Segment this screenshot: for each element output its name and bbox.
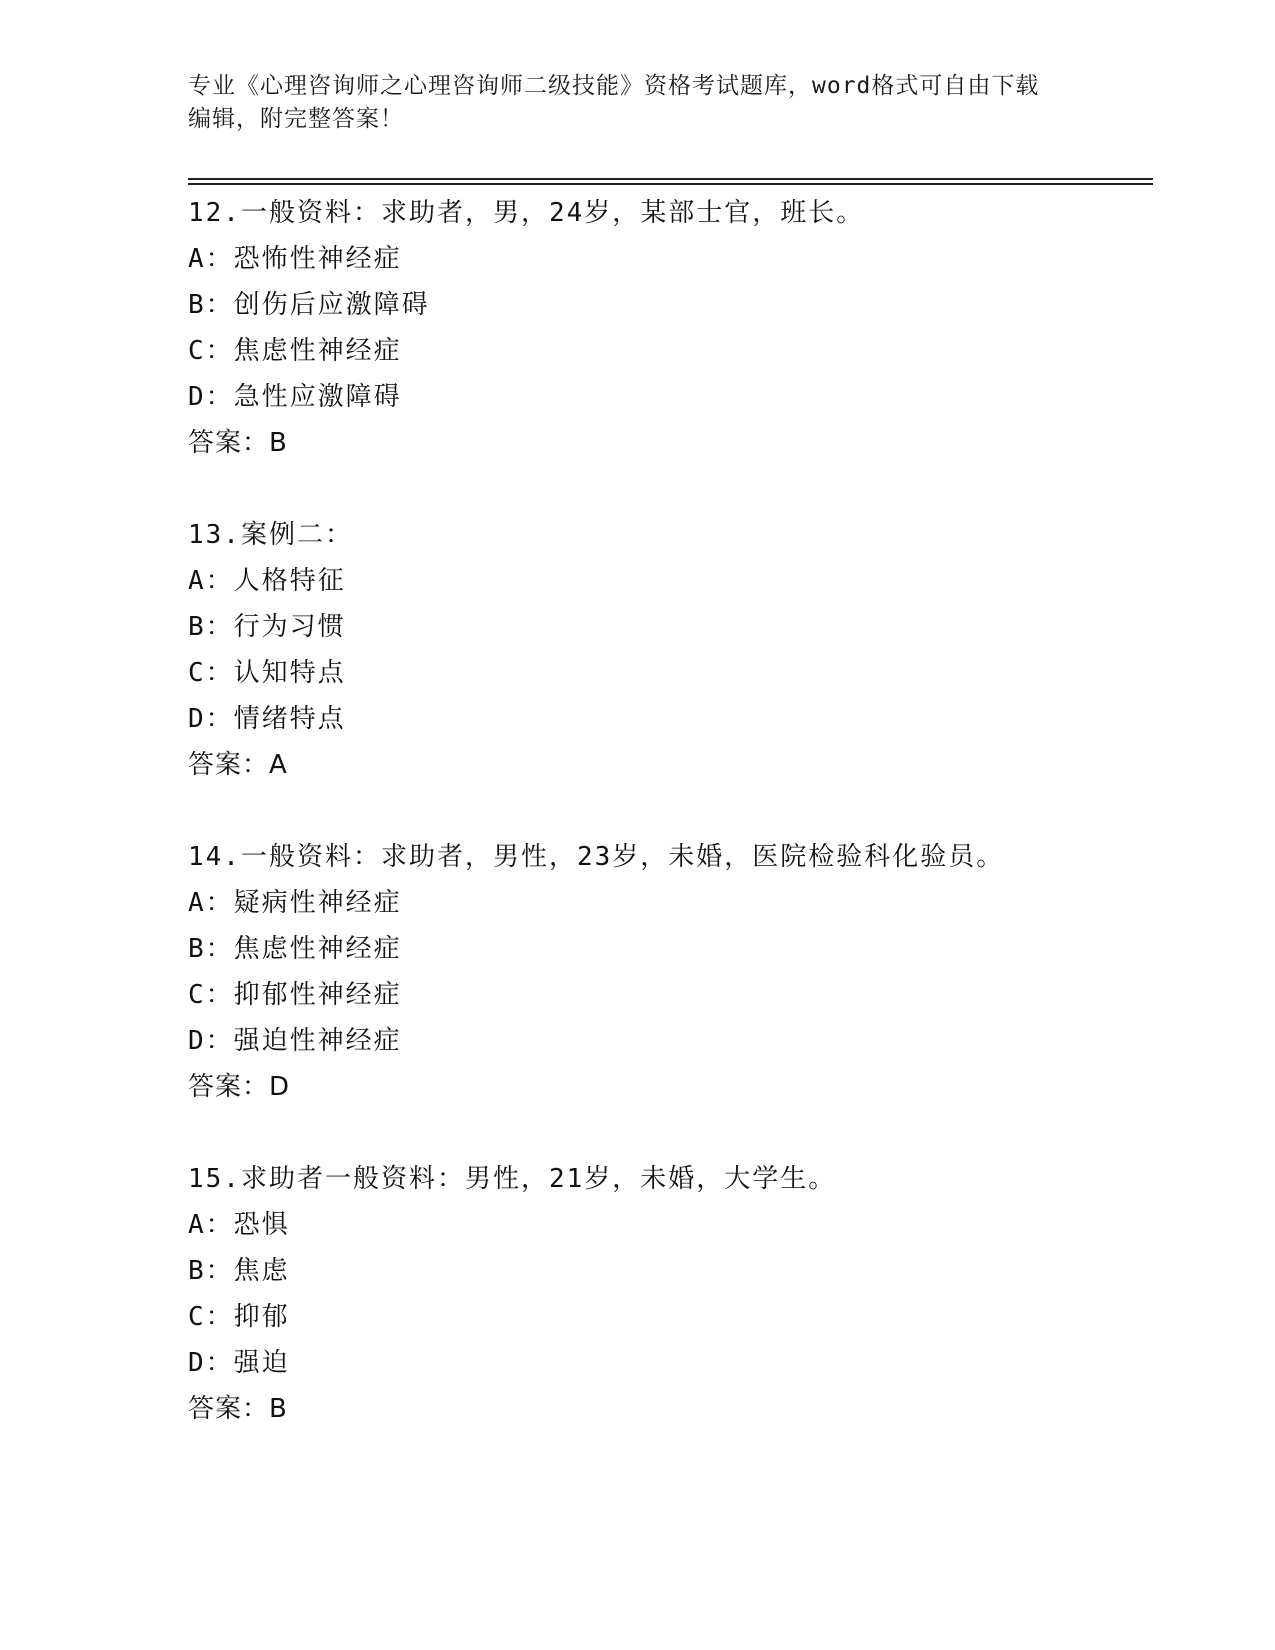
option-a: A：人格特征 bbox=[188, 566, 346, 596]
question-text: 13.案例二： bbox=[188, 520, 353, 550]
spacer bbox=[188, 788, 1148, 834]
header-line-1: 专业《心理咨询师之心理咨询师二级技能》资格考试题库，word格式可自由下载 bbox=[188, 73, 1040, 99]
option-a: A：疑病性神经症 bbox=[188, 888, 402, 918]
option-b: B：行为习惯 bbox=[188, 612, 346, 642]
option-a: A：恐惧 bbox=[188, 1210, 290, 1240]
option-b: B：焦虑 bbox=[188, 1256, 290, 1286]
option-d: D：强迫 bbox=[188, 1348, 290, 1378]
question-12 bbox=[188, 190, 1148, 466]
answer: 答案：D bbox=[188, 1072, 291, 1102]
option-d: D：强迫性神经症 bbox=[188, 1026, 402, 1056]
question-15 bbox=[188, 1156, 1148, 1432]
option-c: C：抑郁 bbox=[188, 1302, 290, 1332]
question-text: 15.求助者一般资料：男性，21岁，未婚，大学生。 bbox=[188, 1164, 837, 1194]
question-14 bbox=[188, 834, 1148, 1110]
question-text: 14.一般资料：求助者，男性，23岁，未婚，医院检验科化验员。 bbox=[188, 842, 1005, 872]
header-rule-top bbox=[188, 178, 1153, 180]
option-c: C：焦虑性神经症 bbox=[188, 336, 402, 366]
option-c: C：抑郁性神经症 bbox=[188, 980, 402, 1010]
spacer bbox=[188, 1110, 1148, 1156]
document-header bbox=[188, 70, 1088, 136]
option-b: B：焦虑性神经症 bbox=[188, 934, 402, 964]
option-c: C：认知特点 bbox=[188, 658, 346, 688]
option-d: D：情绪特点 bbox=[188, 704, 346, 734]
question-text: 12.一般资料：求助者，男，24岁，某部士官，班长。 bbox=[188, 198, 865, 228]
option-b: B：创伤后应激障碍 bbox=[188, 290, 430, 320]
option-a: A：恐怖性神经症 bbox=[188, 244, 402, 274]
option-d: D：急性应激障碍 bbox=[188, 382, 402, 412]
question-13 bbox=[188, 512, 1148, 788]
header-rule-bottom bbox=[188, 183, 1153, 185]
question-list bbox=[188, 190, 1148, 1432]
answer: 答案：B bbox=[188, 428, 288, 458]
answer: 答案：B bbox=[188, 1394, 288, 1424]
answer: 答案：A bbox=[188, 750, 288, 780]
spacer bbox=[188, 466, 1148, 512]
header-line-2: 编辑，附完整答案！ bbox=[188, 106, 404, 132]
